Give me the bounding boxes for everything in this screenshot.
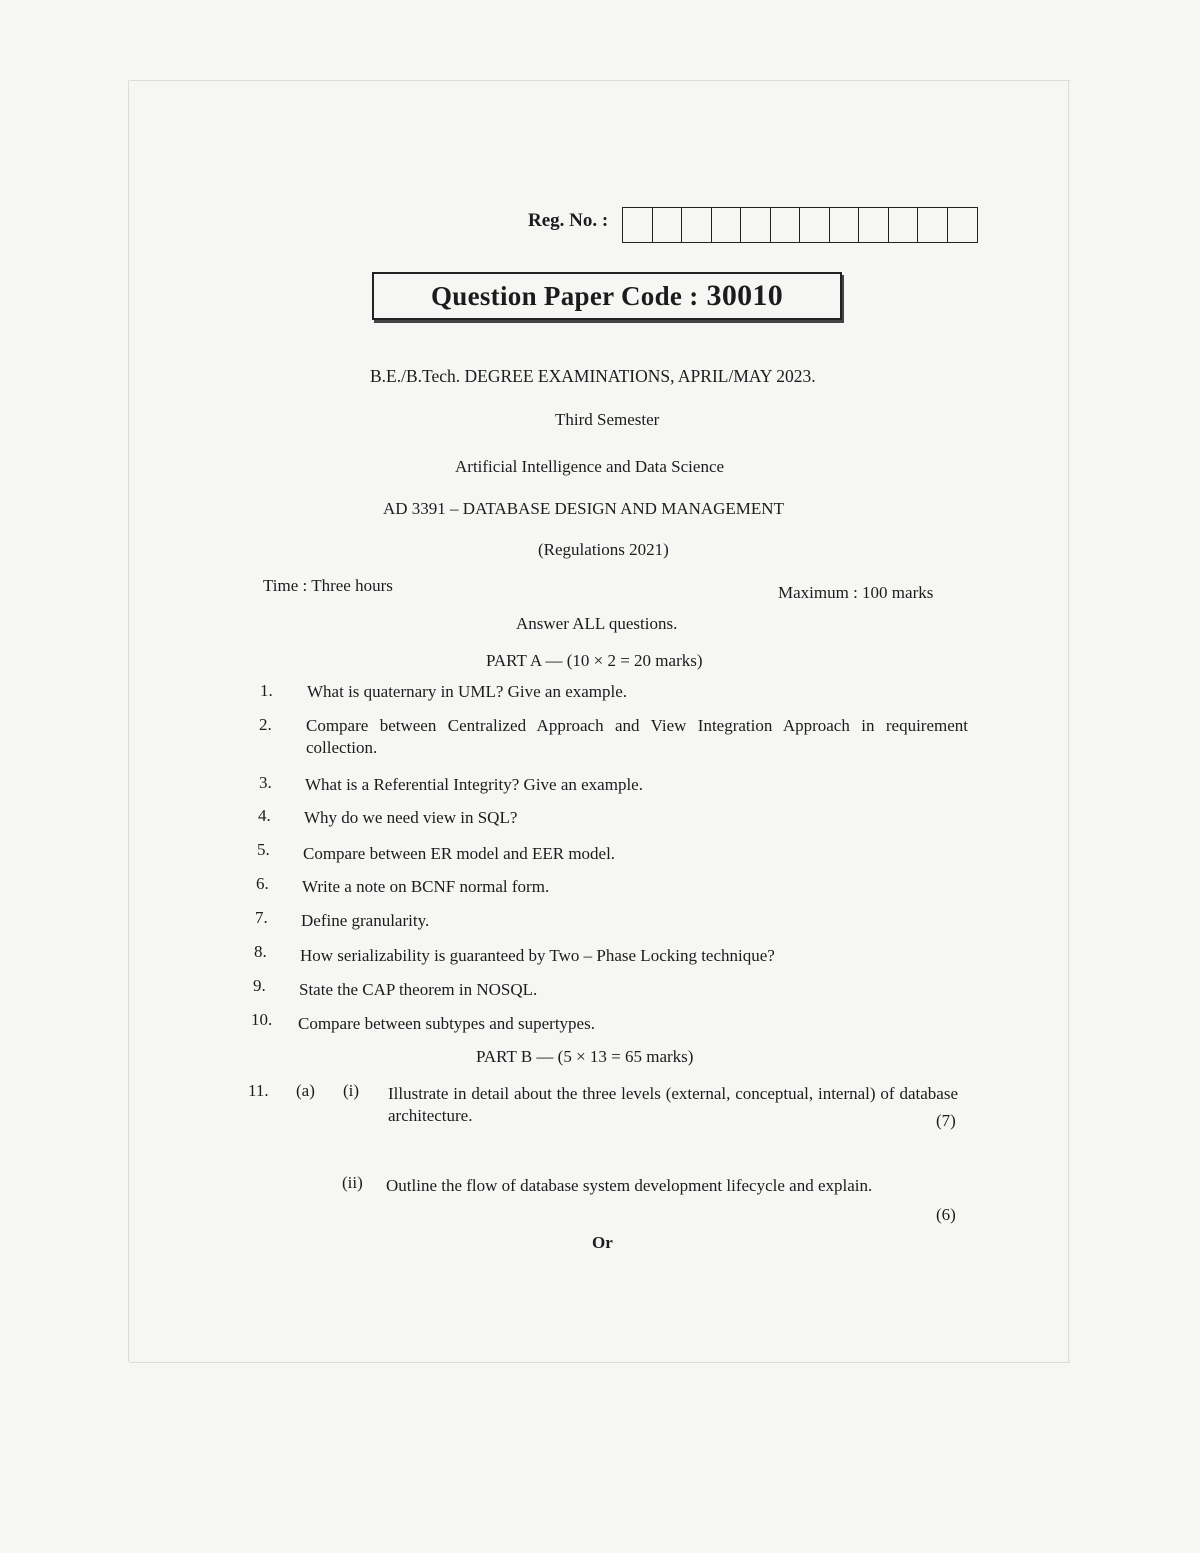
question-text: Outline the flow of database system development lifecycle and explain. — [386, 1176, 873, 1195]
question-paper-code: 30010 — [706, 279, 784, 312]
reg-no-box[interactable] — [800, 208, 830, 242]
scan-edge-top — [130, 80, 1070, 81]
exam-duration: Time : Three hours — [263, 576, 393, 595]
reg-no-box[interactable] — [623, 208, 653, 242]
question-number: 8. — [254, 942, 267, 961]
reg-no-boxes[interactable] — [622, 207, 978, 243]
reg-no-box[interactable] — [859, 208, 889, 242]
reg-no-box[interactable] — [741, 208, 771, 242]
question-number: 10. — [251, 1010, 273, 1029]
question-text: What is quaternary in UML? Give an example. — [307, 682, 628, 701]
reg-no-box[interactable] — [948, 208, 978, 242]
scan-edge-right — [1068, 80, 1069, 1362]
question-number: 4. — [258, 806, 271, 825]
question-number: 9. — [253, 976, 266, 995]
question-number: 7. — [255, 908, 268, 927]
question-text: What is a Referential Integrity? Give an example. — [305, 775, 643, 794]
question-number: 5. — [257, 840, 270, 859]
question-text: Write a note on BCNF normal form. — [302, 877, 550, 896]
semester: Third Semester — [555, 410, 660, 429]
question-part-label: (i) — [343, 1081, 360, 1100]
or-separator: Or — [592, 1233, 613, 1252]
question-text: Define granularity. — [301, 911, 430, 930]
question-paper-code-box — [372, 272, 842, 320]
part-b-title: PART B — (5 × 13 = 65 marks) — [476, 1047, 694, 1066]
part-a-title: PART A — (10 × 2 = 20 marks) — [486, 651, 703, 670]
question-text: Why do we need view in SQL? — [304, 808, 518, 827]
scan-edge-left — [128, 80, 129, 1362]
question-text: Compare between Centralized Approach and View Integration Approach in requirement collection. — [306, 716, 968, 757]
maximum-marks: Maximum : 100 marks — [778, 583, 934, 602]
question-text: Compare between subtypes and supertypes. — [298, 1014, 595, 1033]
scan-edge-bottom — [130, 1362, 1070, 1363]
question-marks: (6) — [936, 1205, 956, 1224]
instruction: Answer ALL questions. — [516, 614, 678, 633]
question-part-label: (ii) — [342, 1173, 363, 1192]
question-number: 2. — [259, 715, 272, 734]
question-number: 3. — [259, 773, 272, 792]
reg-no-box[interactable] — [682, 208, 712, 242]
question-text: Compare between ER model and EER model. — [303, 844, 616, 863]
reg-no-box[interactable] — [918, 208, 948, 242]
question-number: 1. — [260, 681, 273, 700]
reg-no-box[interactable] — [889, 208, 919, 242]
question-sub-label: (a) — [296, 1081, 315, 1100]
question-paper-code-label: Question Paper Code : — [430, 280, 699, 311]
degree-line: B.E./B.Tech. DEGREE EXAMINATIONS, APRIL/MAY 2023. — [370, 366, 816, 386]
course-title: AD 3391 – DATABASE DESIGN AND MANAGEMENT — [383, 499, 784, 518]
reg-no-label: Reg. No. : — [528, 210, 609, 231]
reg-no-box[interactable] — [712, 208, 742, 242]
question-marks: (7) — [936, 1111, 956, 1130]
question-text: Illustrate in detail about the three levels (external, conceptual, internal) of database architecture. — [388, 1084, 958, 1125]
regulations: (Regulations 2021) — [538, 540, 669, 559]
question-text: State the CAP theorem in NOSQL. — [299, 980, 538, 999]
question-text: How serializability is guaranteed by Two – Phase Locking technique? — [300, 946, 775, 965]
question-number: 11. — [248, 1081, 269, 1100]
reg-no-box[interactable] — [771, 208, 801, 242]
reg-no-box[interactable] — [830, 208, 860, 242]
department: Artificial Intelligence and Data Science — [455, 457, 725, 476]
reg-no-box[interactable] — [653, 208, 683, 242]
question-number: 6. — [256, 874, 269, 893]
